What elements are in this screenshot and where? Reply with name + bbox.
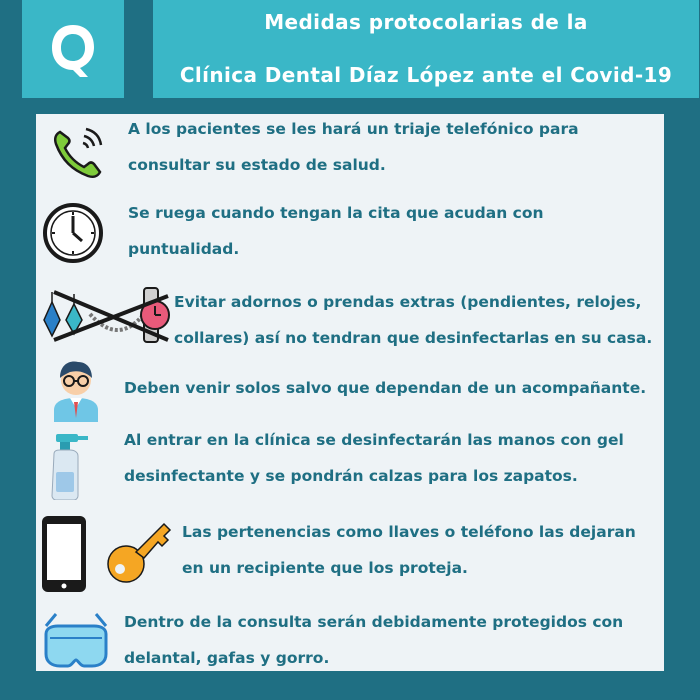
item-5-line1: Al entrar en la clínica se desinfectarán las manos con gel <box>124 431 624 449</box>
page-title-line1: Medidas protocolarias de la <box>264 10 588 34</box>
item-1-line1: A los pacientes se les hará un triaje telefónico para <box>128 120 579 138</box>
item-7-text <box>124 604 623 676</box>
item-6-line1: Las pertenencias como llaves o teléfono las dejaran <box>182 523 636 541</box>
item-6-text <box>182 514 636 586</box>
goggles-icon <box>42 612 110 670</box>
title-banner <box>153 0 699 98</box>
item-4-line1: Deben venir solos salvo que dependan de un acompañante. <box>124 379 647 397</box>
item-2-line1: Se ruega cuando tengan la cita que acudan con <box>128 204 544 222</box>
page-title-line2: Clínica Dental Díaz López ante el Covid-19 <box>179 63 673 87</box>
person-icon <box>48 356 104 422</box>
item-4-text <box>124 370 646 406</box>
item-2-text <box>128 195 544 267</box>
phone-icon <box>48 122 108 182</box>
item-5-text <box>124 422 624 494</box>
phone-and-key-icon <box>40 514 172 594</box>
item-1-line2: consultar su estado de salud. <box>128 156 386 174</box>
item-3-line1: Evitar adornos o prendas extras (pendientes, relojes, <box>174 293 642 311</box>
logo <box>22 0 124 98</box>
clinic-logo-icon <box>43 19 103 79</box>
item-3-line2: collares) así no tendran que desinfectarlas en su casa. <box>174 329 653 347</box>
item-5-line2: desinfectante y se pondrán calzas para los zapatos. <box>124 467 578 485</box>
clock-icon <box>42 202 104 264</box>
item-7-line1: Dentro de la consulta serán debidamente protegidos con <box>124 613 624 631</box>
item-7-line2: delantal, gafas y gorro. <box>124 649 330 667</box>
measures-panel <box>36 114 664 671</box>
item-2-line2: puntualidad. <box>128 240 240 258</box>
item-1-text <box>128 111 579 183</box>
spray-bottle-icon <box>46 432 90 500</box>
no-jewelry-icon <box>40 282 178 348</box>
item-3-text <box>174 284 652 356</box>
item-6-line2: en un recipiente que los proteja. <box>182 559 468 577</box>
